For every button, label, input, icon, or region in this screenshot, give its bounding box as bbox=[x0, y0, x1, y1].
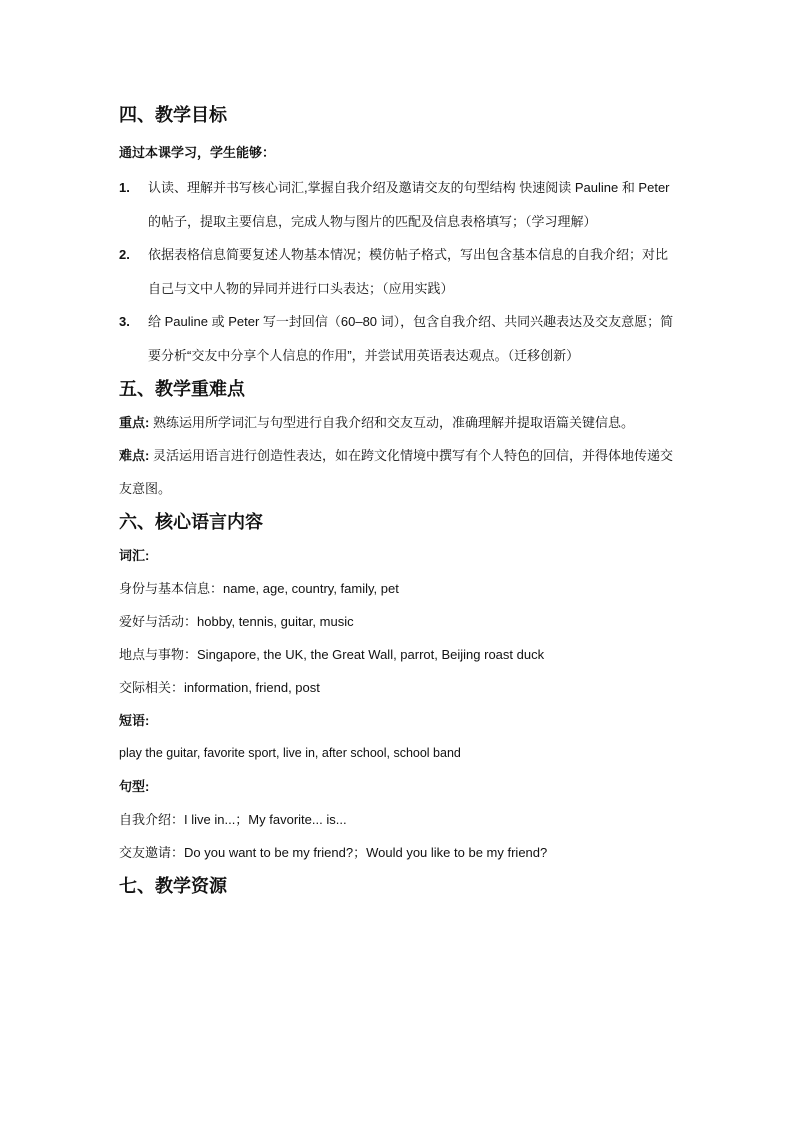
objective-text: 依据表格信息简要复述人物基本情况；模仿帖子格式，写出包含基本信息的自我介绍；对比自己与文中人物的异同并进行口头表达；（应用实践） bbox=[148, 247, 669, 296]
vocab-label: 词汇: bbox=[119, 548, 150, 563]
pattern-text: Do you want to be my friend?；Would you like to be my friend? bbox=[184, 845, 548, 860]
pattern-line bbox=[119, 836, 679, 869]
objective-number: 1. bbox=[119, 180, 130, 195]
objective-item bbox=[119, 305, 679, 372]
vocab-words: name, age, country, family, pet bbox=[223, 581, 399, 596]
phrases-label: 短语: bbox=[119, 713, 150, 728]
vocab-category: 爱好与活动： bbox=[119, 614, 198, 629]
key-point-paragraph bbox=[119, 406, 679, 439]
pattern-category: 交友邀请： bbox=[119, 845, 185, 860]
objective-item bbox=[119, 171, 679, 238]
vocab-line bbox=[119, 572, 679, 605]
pattern-line bbox=[119, 803, 679, 836]
vocab-line bbox=[119, 605, 679, 638]
vocab-words: Singapore, the UK, the Great Wall, parrot, Beijing roast duck bbox=[197, 647, 545, 662]
section-heading-objectives: 四、教学目标 bbox=[119, 105, 227, 126]
pattern-category: 自我介绍： bbox=[119, 812, 185, 827]
objective-number: 3. bbox=[119, 314, 130, 329]
key-point-text: 熟练运用所学词汇与句型进行自我介绍和交友互动，准确理解并提取语篇关键信息。 bbox=[152, 415, 634, 430]
objectives-list bbox=[119, 171, 679, 372]
vocab-line bbox=[119, 638, 679, 671]
phrases-text: play the guitar, favorite sport, live in, after school, school band bbox=[119, 746, 461, 760]
vocab-line bbox=[119, 671, 679, 704]
pattern-text: I live in...；My favorite... is... bbox=[184, 812, 347, 827]
objective-text: 给 Pauline 或 Peter 写一封回信（60–80 词），包含自我介绍、共同兴趣表达及交友意愿；简要分析“交友中分享个人信息的作用”，并尝试用英语表达观点。（迁移创新） bbox=[148, 314, 674, 363]
difficult-point-paragraph bbox=[119, 439, 679, 505]
document-content bbox=[119, 100, 679, 903]
vocab-words: information, friend, post bbox=[184, 680, 320, 695]
section-heading-language: 六、核心语言内容 bbox=[119, 512, 263, 533]
patterns-label: 句型: bbox=[119, 779, 150, 794]
objectives-lead: 通过本课学习，学生能够： bbox=[119, 145, 276, 160]
key-point-label: 重点: bbox=[119, 415, 150, 430]
phrases-heading bbox=[119, 704, 679, 737]
section-heading-resources: 七、教学资源 bbox=[119, 876, 227, 897]
vocab-category: 交际相关： bbox=[119, 680, 185, 695]
objective-item bbox=[119, 238, 679, 305]
objective-text: 认读、理解并书写核心词汇,掌握自我介绍及邀请交友的句型结构 快速阅读 Pauline 和 Peter 的帖子，提取主要信息，完成人物与图片的匹配及信息表格填写；（学习理解） bbox=[148, 180, 670, 229]
vocab-category: 地点与事物： bbox=[119, 647, 198, 662]
difficult-point-label: 难点: bbox=[119, 448, 150, 463]
patterns-heading bbox=[119, 770, 679, 803]
objective-number: 2. bbox=[119, 247, 130, 262]
difficult-point-text: 灵活运用语言进行创造性表达，如在跨文化情境中撰写有个人特色的回信，并得体地传递交友意图。 bbox=[119, 448, 673, 496]
section-heading-key-points: 五、教学重难点 bbox=[119, 379, 245, 400]
vocab-heading bbox=[119, 539, 679, 572]
vocab-words: hobby, tennis, guitar, music bbox=[197, 614, 354, 629]
vocab-category: 身份与基本信息： bbox=[119, 581, 224, 596]
